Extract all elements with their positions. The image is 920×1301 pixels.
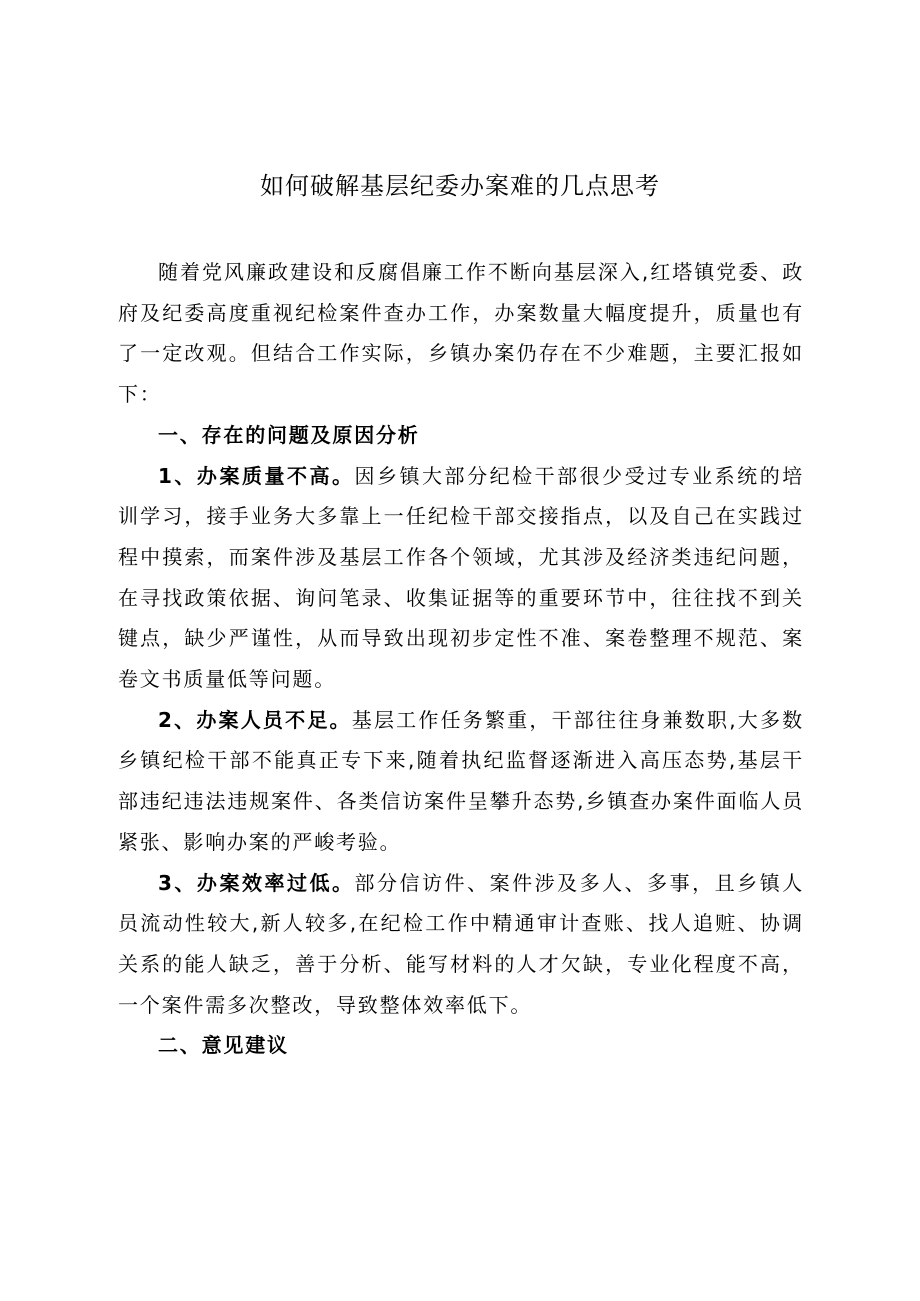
item-2-label: 2、办案人员不足。 [158, 707, 352, 732]
item-1-text: 因乡镇大部分纪检干部很少受过专业系统的培训学习，接手业务大多靠上一任纪检干部交接指点，以及自己在实践过程中摸索，而案件涉及基层工作各个领域，尤其涉及经济类违纪问题，在寻找政策依据、询问笔录、收集证据等的重要环节中，往往找不到关键点，缺少严谨性，从而导致出现初步定性不准、案卷整理不规范、案卷文书质量低等问题。 [118, 463, 805, 692]
document-body [118, 252, 804, 1066]
item-1-paragraph [118, 456, 804, 700]
item-3-label: 3、办案效率过低。 [158, 870, 355, 895]
item-2-paragraph [118, 700, 804, 863]
intro-paragraph: 随着党风廉政建设和反腐倡廉工作不断向基层深入,红塔镇党委、政府及纪委高度重视纪检案件查办工作，办案数量大幅度提升，质量也有了一定改观。但结合工作实际，乡镇办案仍存在不少难题，主要汇报如下： [118, 260, 804, 407]
item-3-paragraph [118, 863, 804, 1026]
document-title: 如何破解基层纪委办案难的几点思考 [260, 172, 660, 200]
item-1-label: 1、办案质量不高。 [158, 463, 355, 488]
item-3-text: 部分信访件、案件涉及多人、多事，且乡镇人员流动性较大,新人较多,在纪检工作中精通审计查账、找人追赃、协调关系的能人缺乏，善于分析、能写材料的人才欠缺，专业化程度不高，一个案件需多次整改，导致整体效率低下。 [118, 870, 805, 1017]
item-2-text: 基层工作任务繁重，干部往往身兼数职,大多数乡镇纪检干部不能真正专下来,随着执纪监督逐渐进入高压态势,基层干部违纪违法违规案件、各类信访案件呈攀升态势,乡镇查办案件面临人员紧张、影响办案的严峻考验。 [118, 707, 804, 854]
section-1-heading: 一、存在的问题及原因分析 [158, 422, 420, 447]
section-2-heading: 二、意见建议 [158, 1033, 289, 1058]
